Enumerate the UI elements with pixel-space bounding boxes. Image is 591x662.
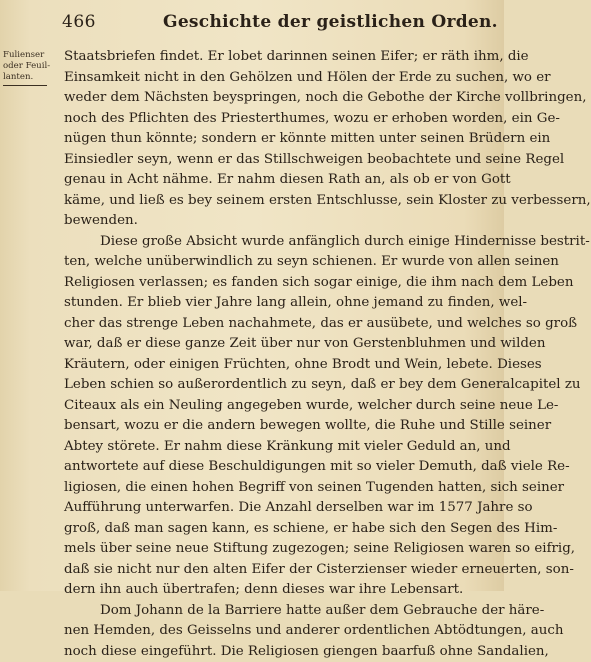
text-line: genau in Acht nähme. Er nahm diesen Rath an, als ob er von Gott	[64, 170, 496, 191]
text-line: noch des Pflichten des Priesterthumes, wozu er erhoben worden, ein Ge-	[64, 109, 496, 130]
text-line: käme, und ließ es bey seinem ersten Entschlusse, sein Kloster zu verbessern,	[64, 191, 496, 212]
margin-rule	[3, 85, 47, 86]
text-line: ten, welche unüberwindlich zu seyn schienen. Er wurde von allen seinen	[64, 252, 496, 273]
text-line: noch diese eingeführt. Die Religiosen giengen baarfuß ohne Sandalien,	[64, 642, 496, 662]
text-line: antwortete auf diese Beschuldigungen mit so vieler Demuth, daß viele Re-	[64, 457, 496, 478]
text-line: Leben schien so außerordentlich zu seyn, daß er bey dem Generalcapitel zu	[64, 375, 496, 396]
text-line: cher das strenge Leben nachahmete, das er ausübete, und welches so groß	[64, 314, 496, 335]
margin-note-line: lanten.	[3, 72, 55, 83]
text-line: war, daß er diese ganze Zeit über nur von Gerstenbluhmen und wilden	[64, 334, 496, 355]
text-line: Diese große Absicht wurde anfänglich durch einige Hindernisse bestrit-	[64, 232, 496, 253]
text-line: groß, daß man sagen kann, es schiene, er habe sich den Segen des Him-	[64, 519, 496, 540]
text-line: ligiosen, die einen hohen Begriff von seinen Tugenden hatten, sich seiner	[64, 478, 496, 499]
text-line: bensart, wozu er die andern bewegen wollte, die Ruhe und Stille seiner	[64, 416, 496, 437]
text-line: bewenden.	[64, 211, 496, 232]
body-text	[64, 47, 496, 662]
text-line: Aufführung unterwarfen. Die Anzahl derselben war im 1577 Jahre so	[64, 498, 496, 519]
text-line: daß sie nicht nur den alten Eifer der Cisterzienser wieder erneuerten, son-	[64, 560, 496, 581]
text-line: stunden. Er blieb vier Jahre lang allein, ohne jemand zu finden, wel-	[64, 293, 496, 314]
text-line: Einsiedler seyn, wenn er das Stillschweigen beobachtete und seine Regel	[64, 150, 496, 171]
text-line: nen Hemden, des Geisselns und anderer ordentlichen Abtödtungen, auch	[64, 621, 496, 642]
text-line: mels über seine neue Stiftung zugezogen; seine Religiosen waren so eifrig,	[64, 539, 496, 560]
text-line: Citeaux als ein Neuling angegeben wurde, welcher durch seine neue Le-	[64, 396, 496, 417]
margin-note-line: Fulienser	[3, 50, 55, 61]
text-line: nügen thun könnte; sondern er könnte mitten unter seinen Brüdern ein	[64, 129, 496, 150]
running-title: Geschichte der geistlichen Orden.	[163, 12, 498, 32]
text-line: Religiosen verlassen; es fanden sich sogar einige, die ihm nach dem Leben	[64, 273, 496, 294]
margin-note-line: oder Feuil-	[3, 61, 55, 72]
text-line: Kräutern, oder einigen Früchten, ohne Brodt und Wein, lebete. Dieses	[64, 355, 496, 376]
page-header	[0, 8, 504, 40]
margin-note	[3, 50, 55, 86]
text-line: Einsamkeit nicht in den Gehölzen und Hölen der Erde zu suchen, wo er	[64, 68, 496, 89]
text-line: dern ihn auch übertrafen; denn dieses war ihre Lebensart.	[64, 580, 496, 601]
page-number: 466	[62, 12, 96, 32]
text-line: weder dem Nächsten beyspringen, noch die Gebothe der Kirche vollbringen,	[64, 88, 496, 109]
text-line: Dom Johann de la Barriere hatte außer dem Gebrauche der häre-	[64, 601, 496, 622]
text-line: Abtey störete. Er nahm diese Kränkung mit vieler Geduld an, und	[64, 437, 496, 458]
text-line: Staatsbriefen findet. Er lobet darinnen seinen Eifer; er räth ihm, die	[64, 47, 496, 68]
